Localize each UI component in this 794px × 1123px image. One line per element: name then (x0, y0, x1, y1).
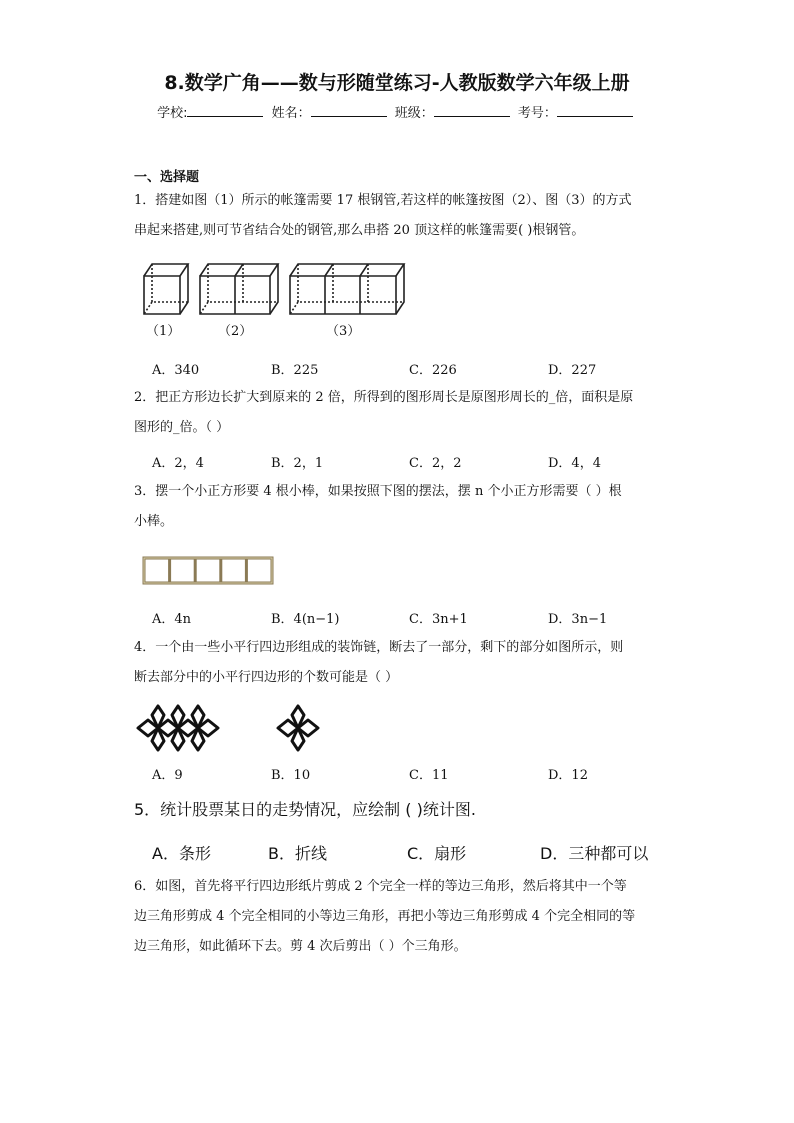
q4-option-c[interactable]: C．11 (409, 768, 449, 783)
number-label: 考号： (517, 106, 557, 121)
q4-option-b[interactable]: B．10 (271, 768, 311, 783)
q3-option-c[interactable]: C．3n+1 (409, 612, 468, 627)
q4-line2: 断去部分中的小平行四边形的个数可能是（ ） (134, 670, 399, 685)
q3-option-d[interactable]: D．3n−1 (548, 612, 608, 627)
squares-figure (142, 556, 274, 586)
question-5 (134, 795, 664, 825)
name-label: 姓名： (271, 106, 311, 121)
q1-option-a[interactable]: A．340 (152, 363, 200, 378)
fig-label-1: （1） (146, 324, 181, 339)
page-title: 8.数学广角——数与形随堂练习-人教版数学六年级上册 (164, 72, 630, 94)
tent-figure-2 (200, 264, 278, 314)
q4-option-d[interactable]: D．12 (548, 768, 588, 783)
q2-option-b[interactable]: B．2，1 (271, 456, 324, 471)
section-heading: 一、选择题 (134, 170, 200, 185)
q5-line1: 5．统计股票某日的走势情况，应绘制 ( )统计图. (134, 800, 476, 819)
q1-line2: 串起来搭建,则可节省结合处的钢管,那么串搭 20 顶这样的帐篷需要( )根钢管。 (134, 223, 585, 238)
q6-line1: 6．如图，首先将平行四边形纸片剪成 2 个完全一样的等边三角形，然后将其中一个等 (134, 879, 627, 894)
q5-option-c[interactable]: C．扇形 (407, 844, 467, 863)
q2-line1: 2．把正方形边长扩大到原来的 2 倍，所得到的图形周长是原图形周长的_倍，面积是原 (134, 390, 634, 405)
school-blank (187, 103, 263, 117)
chain-right (278, 706, 318, 750)
q3-option-b[interactable]: B．4(n−1) (271, 612, 340, 627)
q3-option-a[interactable]: A．4n (152, 612, 192, 627)
q6-line2: 边三角形剪成 4 个完全相同的小等边三角形，再把小等边三角形剪成 4 个完全相同的等 (134, 909, 636, 924)
question-1 (134, 186, 664, 246)
name-blank (311, 103, 387, 117)
question-2 (134, 383, 664, 443)
school-label: 学校: (157, 106, 188, 121)
chain-left (138, 706, 218, 750)
question-6 (134, 872, 664, 962)
q1-option-b[interactable]: B．225 (271, 363, 319, 378)
question-4 (134, 633, 664, 693)
q1-option-c[interactable]: C．226 (409, 363, 457, 378)
parallelogram-chain-figure (134, 703, 334, 753)
student-info-line (0, 102, 794, 121)
q5-option-b[interactable]: B．折线 (268, 844, 327, 863)
q2-option-d[interactable]: D．4，4 (548, 456, 601, 471)
q5-option-d[interactable]: D．三种都可以 (540, 844, 649, 863)
tent-figure-1 (144, 264, 188, 314)
q5-option-a[interactable]: A．条形 (152, 844, 211, 863)
q1-option-d[interactable]: D．227 (548, 363, 597, 378)
question-3 (134, 477, 664, 537)
q3-line2: 小棒。 (134, 514, 174, 529)
class-label: 班级： (394, 106, 434, 121)
q2-option-c[interactable]: C．2，2 (409, 456, 462, 471)
q2-option-a[interactable]: A．2，4 (152, 456, 204, 471)
class-blank (434, 103, 510, 117)
q4-line1: 4．一个由一些小平行四边形组成的装饰链，断去了一部分，剩下的部分如图所示，则 (134, 640, 624, 655)
q2-line2: 图形的_倍。（ ） (134, 420, 230, 435)
tent-figure-3 (290, 264, 404, 314)
fig-label-3: （3） (326, 324, 361, 339)
q1-line1: 1．搭建如图（1）所示的帐篷需要 17 根钢管,若这样的帐篷按图（2）、图（3）的方式 (134, 193, 632, 208)
fig-label-2: （2） (218, 324, 253, 339)
q4-option-a[interactable]: A．9 (152, 768, 183, 783)
q6-line3: 边三角形，如此循环下去。剪 4 次后剪出（ ）个三角形。 (134, 939, 467, 954)
q3-line1: 3．摆一个小正方形要 4 根小棒，如果按照下图的摆法，摆 n 个小正方形需要（ ）根 (134, 484, 622, 499)
tent-figures (138, 258, 408, 318)
number-blank (557, 103, 633, 117)
